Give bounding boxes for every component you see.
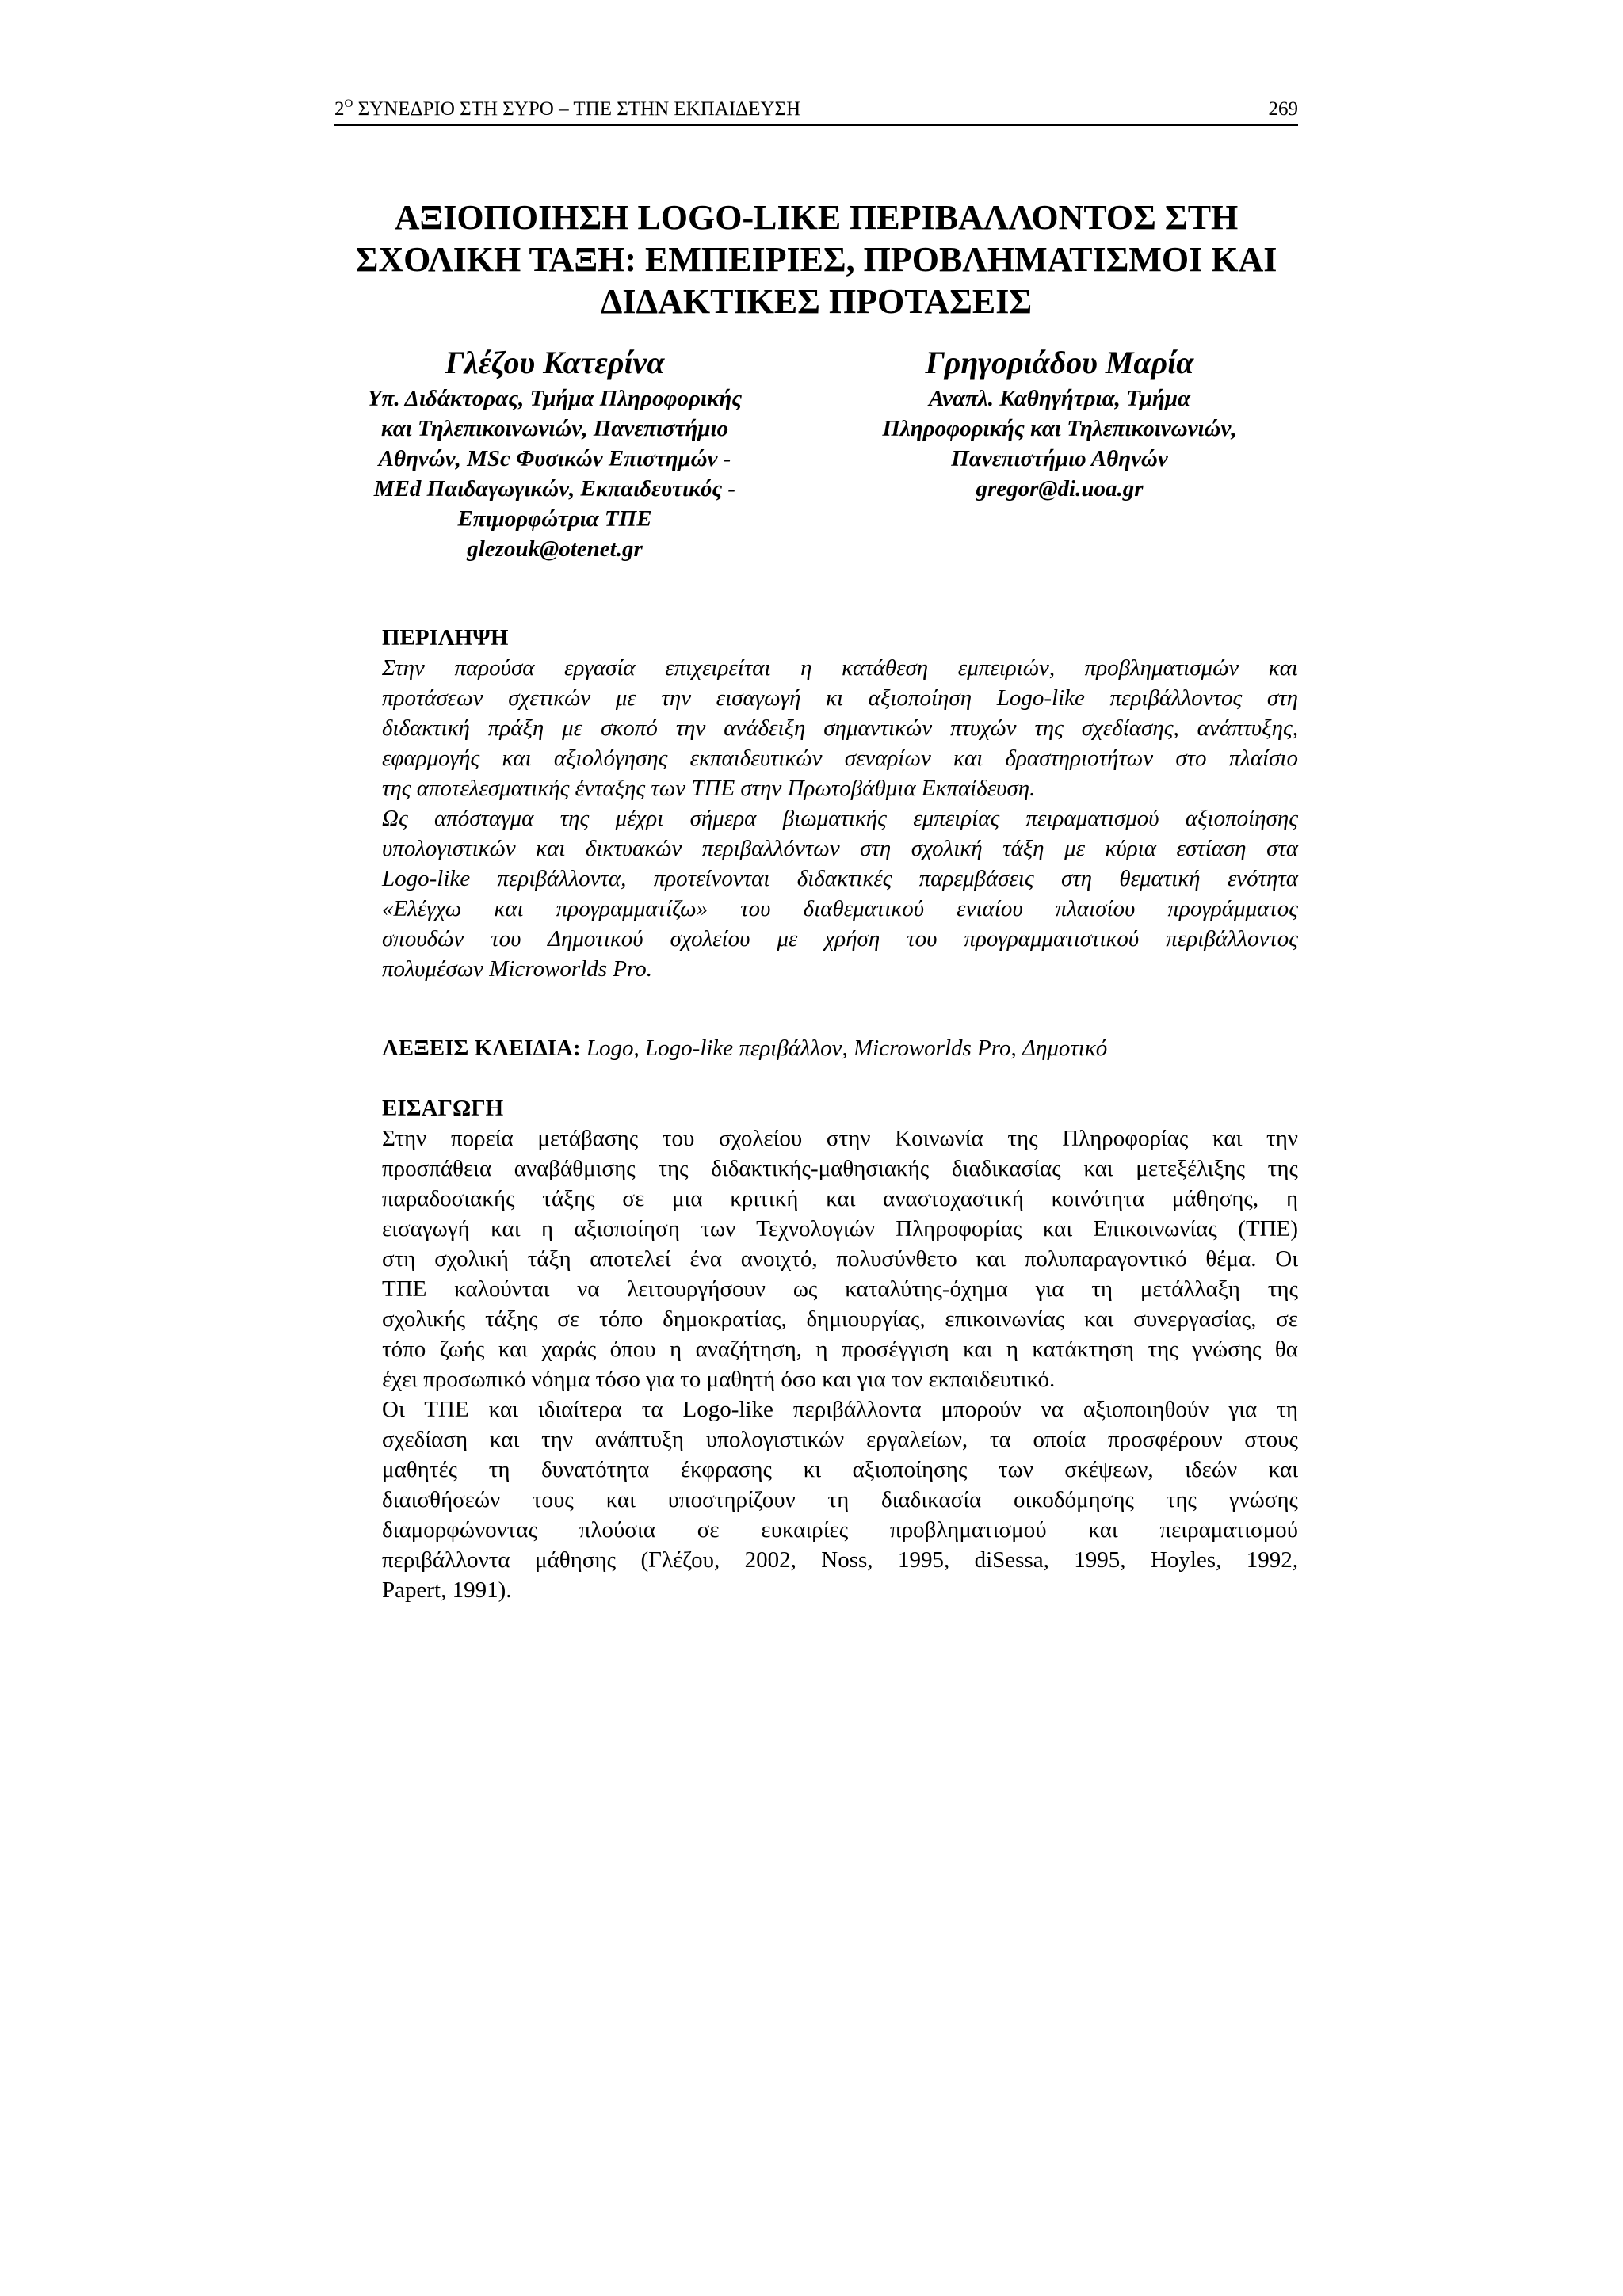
author-affiliation-line: Αθηνών, MSc Φυσικών Επιστημών - [378, 446, 731, 471]
title-line: ΔΙΔΑΚΤΙΚΕΣ ΠΡΟΤΑΣΕΙΣ [600, 282, 1033, 321]
text-line: Papert, 1991). [382, 1577, 512, 1603]
introduction-paragraph [334, 1123, 1298, 1394]
abstract-paragraph [334, 653, 1298, 803]
author-block-1 [317, 342, 792, 564]
text-line: «Ελέγχω και προγραμματίζω» του διαθεματικού ενιαίου πλαισίου προγράμματος [382, 896, 1298, 921]
author-name: Γλέζου Κατερίνα [445, 345, 665, 380]
running-head-title: $2^O$ ΣΥΝΕΔΡΙΟ ΣΤΗ ΣΥΡΟ – ΤΠΕ ΣΤΗΝ ΕΚΠΑΙΔΕΥΣΗ [334, 97, 801, 120]
title-line: ΑΞΙΟΠΟΙΗΣΗ LOGO-LIKE ΠΕΡΙΒΑΛΛΟΝΤΟΣ ΣΤΗ [394, 198, 1239, 237]
text-line: προσπάθεια αναβάθμισης της διδακτικής-μαθησιακής διαδικασίας και μετεξέλιξης της [382, 1156, 1298, 1181]
keywords-list: Logo, Logo-like περιβάλλον, Microworlds Pro, Δημοτικό [580, 1035, 1108, 1061]
text-line: σχολικής τάξης σε τόπο δημοκρατίας, δημιουργίας, επικοινωνίας και συνεργασίας, σε [382, 1306, 1298, 1332]
text-line: σπουδών του Δημοτικού σχολείου με χρήση του προγραμματιστικού περιβάλλοντος [382, 926, 1298, 952]
text-line: υπολογιστικών και δικτυακών περιβαλλόντων στη σχολική τάξη με κύρια εστίαση στα [382, 836, 1298, 861]
introduction-body [334, 1123, 1298, 1605]
author-email: glezouk@otenet.gr [467, 536, 643, 562]
text-line: περιβάλλοντα μάθησης (Γλέζου, 2002, Noss, 1995, diSessa, 1995, Hoyles, 1992, [382, 1547, 1298, 1573]
text-line: εισαγωγή και η αξιοποίηση των Τεχνολογιών Πληροφορίας και Επικοινωνίας (ΤΠΕ) [382, 1216, 1298, 1241]
abstract-paragraph [334, 803, 1298, 984]
text-line: ΤΠΕ καλούνται να λειτουργήσουν ως καταλύτης-όχημα για τη μετάλλαξη της [382, 1276, 1298, 1302]
author-email: gregor@di.uoa.gr [976, 476, 1144, 502]
text-line: πολυμέσων Microworlds Pro. [382, 956, 652, 982]
text-line: παραδοσιακής τάξης σε μια κριτική και αναστοχαστική κοινότητα μάθησης, η [382, 1186, 1298, 1211]
keywords [382, 1033, 1107, 1063]
page-number: 269 [1268, 98, 1298, 120]
author-affiliation-line: και Τηλεπικοινωνιών, Πανεπιστήμιο [380, 416, 729, 441]
text-line: προτάσεων σχετικών με την εισαγωγή κι αξιοποίηση Logo-like περιβάλλοντος στη [382, 685, 1298, 711]
text-line: Στην παρούσα εργασία επιχειρείται η κατάθεση εμπειριών, προβληματισμών και [382, 655, 1298, 681]
running-header [334, 97, 1298, 126]
author-affiliation-line: Υπ. Διδάκτορας, Τμήμα Πληροφορικής [367, 386, 743, 411]
abstract-body [334, 653, 1298, 984]
title-line: ΣΧΟΛΙΚΗ ΤΑΞΗ: ΕΜΠΕΙΡΙΕΣ, ΠΡΟΒΛΗΜΑΤΙΣΜΟΙ ΚΑΙ [355, 240, 1277, 279]
keywords-label: ΛΕΞΕΙΣ ΚΛΕΙΔΙΑ: [382, 1035, 581, 1061]
introduction-heading: ΕΙΣΑΓΩΓΗ [382, 1096, 504, 1121]
text-line: Ως απόσταγμα της μέχρι σήμερα βιωματικής εμπειρίας πειραματισμού αξιοποίησης [382, 806, 1298, 831]
author-affiliation-line: Πληροφορικής και Τηλεπικοινωνιών, [882, 416, 1237, 441]
running-head-superscript: Ο [344, 97, 353, 110]
author-affiliation-line: Επιμορφώτρια ΤΠΕ [457, 506, 652, 532]
author-name: Γρηγοριάδου Μαρία [925, 345, 1194, 380]
text-line: διαισθήσεών τους και υποστηρίζουν τη διαδικασία οικοδόμησης της γνώσης [382, 1487, 1298, 1512]
author-block-2 [822, 342, 1297, 504]
paper-title [334, 196, 1298, 322]
text-line: τόπο ζωής και χαράς όπου η αναζήτηση, η προσέγγιση και η κατάκτηση της γνώσης θα [382, 1337, 1298, 1362]
author-affiliation-line: MEd Παιδαγωγικών, Εκπαιδευτικός - [373, 476, 736, 502]
text-line: εφαρμογής και αξιολόγησης εκπαιδευτικών σεναρίων και δραστηριοτήτων στο πλαίσιο [382, 746, 1298, 771]
text-line: διδακτική πράξη με σκοπό την ανάδειξη σημαντικών πτυχών της σχεδίασης, ανάπτυξης, [382, 715, 1298, 741]
text-line: της αποτελεσματικής ένταξης των ΤΠΕ στην Πρωτοβάθμια Εκπαίδευση. [382, 776, 1036, 801]
text-line: Στην πορεία μετάβασης του σχολείου στην Κοινωνία της Πληροφορίας και την [382, 1126, 1298, 1151]
text-line: διαμορφώνοντας πλούσια σε ευκαιρίες προβληματισμού και πειραματισμού [382, 1517, 1298, 1543]
text-line: Logo-like περιβάλλοντα, προτείνονται διδακτικές παρεμβάσεις στη θεματική ενότητα [382, 866, 1298, 891]
introduction-paragraph [334, 1394, 1298, 1605]
author-affiliation-line: Αναπλ. Καθηγήτρια, Τμήμα [928, 386, 1191, 411]
author-affiliation-line: Πανεπιστήμιο Αθηνών [951, 446, 1168, 471]
text-line: έχει προσωπικό νόημα τόσο για το μαθητή όσο και για τον εκπαιδευτικό. [382, 1367, 1056, 1392]
text-line: στη σχολική τάξη αποτελεί ένα ανοιχτό, πολυσύνθετο και πολυπαραγοντικό θέμα. Οι [382, 1246, 1298, 1272]
text-line: Οι ΤΠΕ και ιδιαίτερα τα Logo-like περιβάλλοντα μπορούν να αξιοποιηθούν για τη [382, 1397, 1298, 1422]
abstract-heading: ΠΕΡΙΛΗΨΗ [382, 625, 509, 650]
text-line: μαθητές τη δυνατότητα έκφρασης κι αξιοποίησης των σκέψεων, ιδεών και [382, 1457, 1298, 1482]
text-line: σχεδίαση και την ανάπτυξη υπολογιστικών εργαλείων, τα οποία προσφέρουν στους [382, 1427, 1298, 1452]
